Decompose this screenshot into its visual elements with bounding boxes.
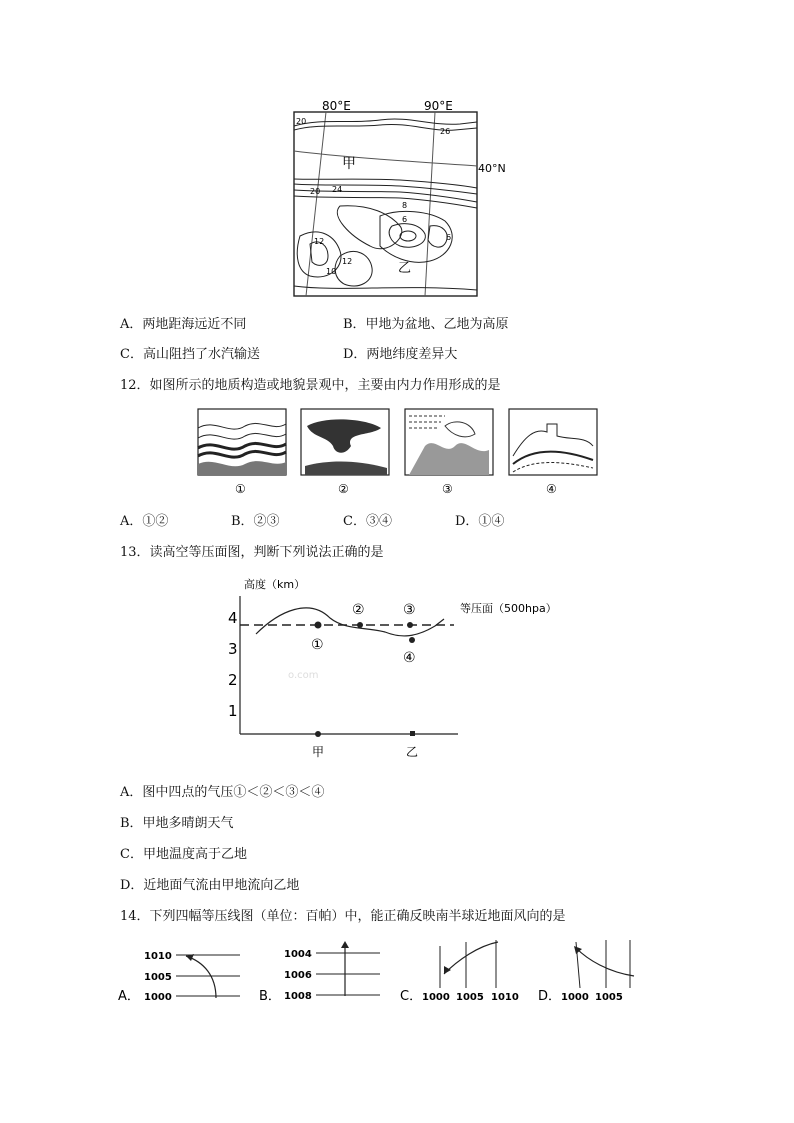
q13-ytick: 1 bbox=[228, 702, 238, 720]
q13-point-4-marker bbox=[409, 637, 415, 643]
q13-point-1-marker bbox=[315, 622, 322, 629]
q13-point-3: ③ bbox=[403, 602, 416, 618]
contour-label: 8 bbox=[402, 201, 408, 210]
q12-option-c: C．③④ bbox=[343, 514, 392, 529]
q12-label-2: ② bbox=[338, 482, 349, 496]
q12-option-d: D．①④ bbox=[455, 514, 505, 529]
q14-a-letter: A． bbox=[118, 989, 140, 1004]
q14-c-isobar-label: 1000 bbox=[422, 992, 450, 1003]
q11-map-svg bbox=[280, 96, 515, 301]
q14-b-isobar-label: 1004 bbox=[284, 949, 312, 960]
q13-ylabel: 高度（km） bbox=[244, 578, 306, 591]
q13-point-2: ② bbox=[352, 602, 365, 618]
q14-figures bbox=[118, 936, 648, 1006]
q14-d-letter: D． bbox=[538, 989, 562, 1004]
q14-d-isobar-label: 1005 bbox=[595, 992, 623, 1003]
q14-figures-svg bbox=[118, 936, 648, 1006]
lat-40-label: 40°N bbox=[478, 162, 506, 175]
q12-figures-svg bbox=[195, 406, 605, 498]
q13-option-a: A．图中四点的气压①＜②＜③＜④ bbox=[120, 785, 325, 800]
q13-stem: 13．读高空等压面图，判断下列说法正确的是 bbox=[120, 545, 384, 560]
contour-label: 20 bbox=[296, 117, 307, 126]
q12-label-1: ① bbox=[235, 482, 246, 496]
q13-chart bbox=[220, 572, 570, 764]
q13-place-a-marker bbox=[315, 731, 321, 737]
q12-option-a: A．①② bbox=[120, 514, 169, 529]
q12-option-b: B．②③ bbox=[231, 514, 280, 529]
contour-label: 6 bbox=[402, 215, 408, 224]
q13-point-3-marker bbox=[407, 622, 413, 628]
q14-a-isobar-label: 1005 bbox=[144, 972, 172, 983]
contour-label: 20 bbox=[310, 187, 321, 196]
q13-place-jia: 甲 bbox=[312, 745, 325, 759]
q13-option-d: D．近地面气流由甲地流向乙地 bbox=[120, 878, 300, 893]
q13-ytick: 4 bbox=[228, 609, 238, 627]
q13-isobaric-surface bbox=[256, 608, 444, 636]
q11-option-b: B．甲地为盆地、乙地为高原 bbox=[343, 317, 509, 332]
lon-90-label: 90°E bbox=[424, 99, 453, 113]
q11-map bbox=[280, 96, 515, 301]
place-yi: 乙 bbox=[398, 261, 412, 276]
q14-b-isobar-label: 1008 bbox=[284, 991, 312, 1002]
q14-c-letter: C． bbox=[400, 989, 423, 1004]
q14-c-isobar-label: 1010 bbox=[491, 992, 519, 1003]
contour-label: 12 bbox=[342, 257, 353, 266]
q13-place-b-marker bbox=[410, 731, 415, 736]
q13-point-1: ① bbox=[311, 637, 324, 653]
q13-chart-svg bbox=[220, 572, 570, 764]
q14-b-isobar-label: 1006 bbox=[284, 970, 312, 981]
contour-label: 24 bbox=[332, 185, 343, 194]
q14-c-isobar-label: 1005 bbox=[456, 992, 484, 1003]
q13-ytick: 2 bbox=[228, 671, 238, 689]
lon-80-label: 80°E bbox=[322, 99, 351, 113]
q11-option-d: D．两地纬度差异大 bbox=[343, 347, 458, 362]
q13-line-label: 等压面（500hpa） bbox=[460, 602, 557, 615]
q13-option-c: C．甲地温度高于乙地 bbox=[120, 847, 247, 862]
contour-label: 12 bbox=[314, 237, 325, 246]
contour-label: 6 bbox=[446, 233, 452, 242]
q13-point-2-marker bbox=[357, 622, 363, 628]
q12-label-4: ④ bbox=[546, 482, 557, 496]
place-jia: 甲 bbox=[342, 156, 356, 172]
q13-ytick: 3 bbox=[228, 640, 238, 658]
q14-d-isobar-label: 1000 bbox=[561, 992, 589, 1003]
q13-point-4: ④ bbox=[403, 650, 416, 666]
q14-a-isobar-label: 1000 bbox=[144, 992, 172, 1003]
q13-place-yi: 乙 bbox=[406, 745, 419, 759]
q11-option-a: A．两地距海远近不同 bbox=[120, 317, 247, 332]
q14-stem: 14．下列四幅等压线图（单位：百帕）中，能正确反映南半球近地面风向的是 bbox=[120, 909, 566, 924]
q14-b-letter: B． bbox=[259, 989, 281, 1004]
q12-stem: 12．如图所示的地质构造或地貌景观中，主要由内力作用形成的是 bbox=[120, 378, 501, 393]
q11-option-c: C．高山阻挡了水汽输送 bbox=[120, 347, 260, 362]
contour-label: 26 bbox=[440, 127, 451, 136]
contour-label: 10 bbox=[326, 267, 337, 276]
q13-watermark: o.com bbox=[288, 670, 319, 681]
q14-a-isobar-label: 1010 bbox=[144, 951, 172, 962]
q12-figures bbox=[195, 406, 605, 498]
q12-label-3: ③ bbox=[442, 482, 453, 496]
q13-option-b: B．甲地多晴朗天气 bbox=[120, 816, 234, 831]
